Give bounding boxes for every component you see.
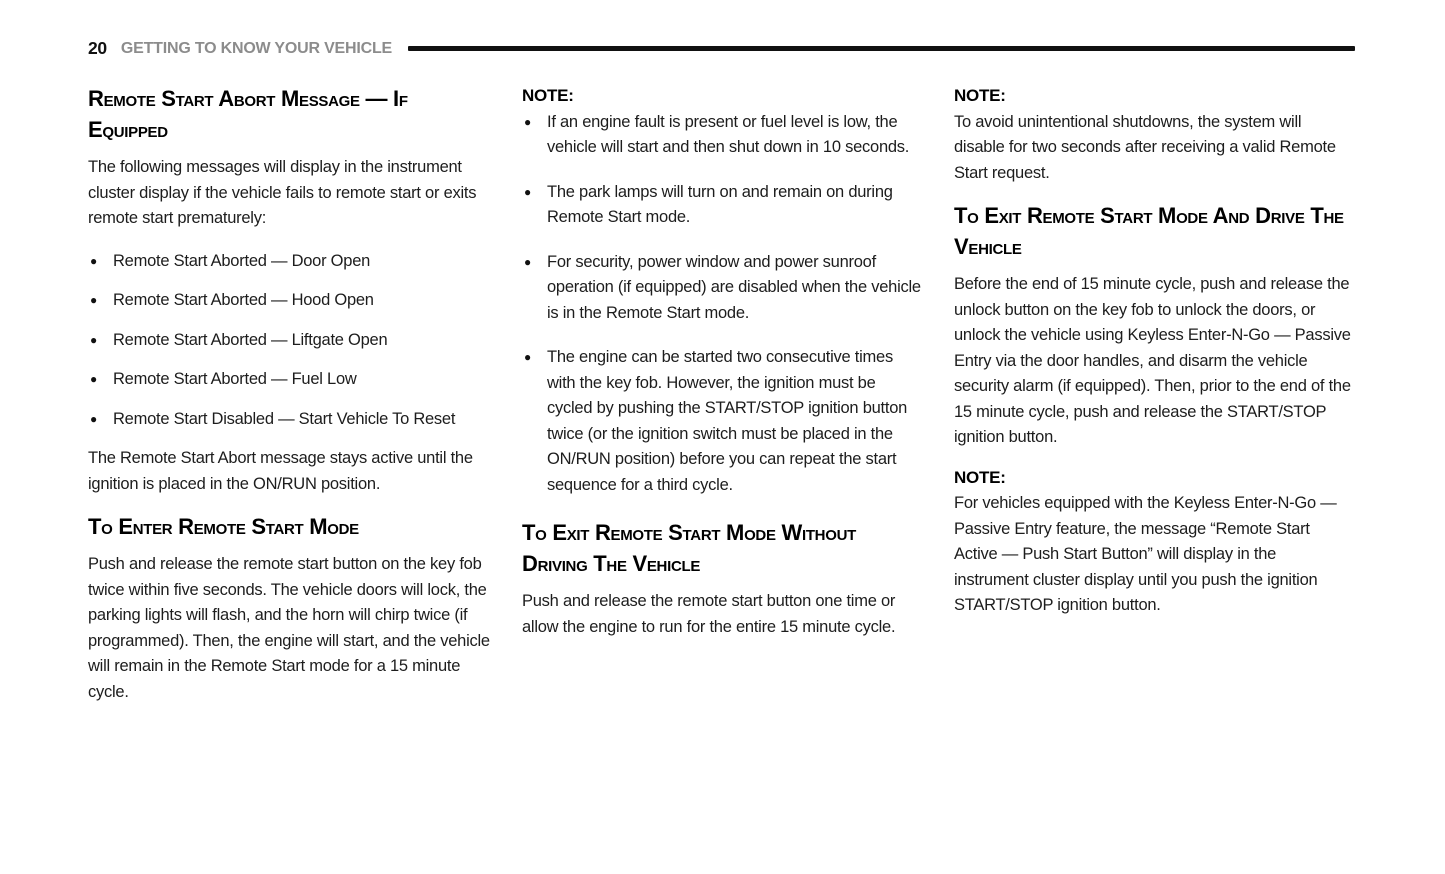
page-number: 20	[88, 38, 107, 58]
list-item-text: If an engine fault is present or fuel level is low, the vehicle will start and then shut down in 10 seconds.	[547, 112, 910, 156]
bullet-icon: ●	[90, 253, 97, 268]
note-bullet-list	[522, 110, 922, 499]
section-title: GETTING TO KNOW YOUR VEHICLE	[120, 39, 393, 57]
list-item-text: Remote Start Aborted — Hood Open	[113, 291, 374, 309]
list-item-text: Remote Start Aborted — Fuel Low	[113, 370, 357, 388]
list-item	[522, 345, 922, 498]
list-item	[522, 180, 922, 231]
list-item	[88, 367, 490, 393]
paragraph-exit-and-drive: Before the end of 15 minute cycle, push and release the unlock button on the key fob to unlock the doors, or unlock the vehicle using Keyless Enter-N-Go — Passive Entry via the door handles, and disarm the vehicle security alarm (if equipped). Then, prior to the end of the 15 minute cycle, push and release the START/STOP ignition button.	[954, 275, 1351, 446]
abort-message-list	[88, 249, 490, 433]
column-2	[522, 83, 922, 719]
list-item	[88, 288, 490, 314]
note-text-shutdowns: To avoid unintentional shutdowns, the system will disable for two seconds after receiving a valid Remote Start request.	[954, 112, 1336, 182]
bullet-icon: ●	[524, 254, 531, 269]
bullet-icon: ●	[90, 372, 97, 386]
header-rule	[408, 46, 1355, 51]
list-item	[522, 110, 922, 161]
paragraph-enter-remote-start: Push and release the remote start button on the key fob twice within five seconds. The vehicle doors will lock, the parking lights will flash, and the horn will chirp twice (if programmed). Then, the engine will start, and the vehicle will remain in the Remote Start mode for a 15 minute cycle.	[88, 555, 490, 701]
column-1	[88, 83, 490, 719]
note-text-keyless: For vehicles equipped with the Keyless Enter-N-Go — Passive Entry feature, the message “Remote Start Active — Push Start Button” will display in the instrument cluster display until you push the ignition START/STOP ignition button.	[954, 494, 1337, 614]
paragraph-abort-stays-active: The Remote Start Abort message stays active until the ignition is placed in the ON/RUN position.	[88, 449, 473, 493]
note-label: NOTE:	[522, 86, 574, 105]
heading-exit-without-driving: To Exit Remote Start Mode Without Driving The Vehicle	[522, 520, 856, 576]
bullet-icon: ●	[90, 332, 97, 347]
list-item-text: The engine can be started two consecutive times with the key fob. However, the ignition must be cycled by pushing the START/STOP ignition button twice (or the ignition switch must be placed in the ON/RUN position) before you can repeat the start sequence for a third cycle.	[547, 348, 908, 494]
page-header	[88, 38, 1355, 59]
column-3	[954, 83, 1354, 719]
bullet-icon: ●	[90, 293, 97, 307]
heading-enter-remote-start-mode: To Enter Remote Start Mode	[88, 514, 359, 539]
bullet-icon: ●	[524, 114, 531, 129]
list-item	[88, 249, 490, 275]
heading-remote-start-abort-message: Remote Start Abort Message — If Equipped	[88, 86, 408, 142]
paragraph-exit-without-driving: Push and release the remote start button one time or allow the engine to run for the entire 15 minute cycle.	[522, 592, 896, 636]
bullet-icon: ●	[524, 184, 531, 199]
list-item-text: For security, power window and power sunroof operation (if equipped) are disabled when the vehicle is in the Remote Start mode.	[547, 252, 921, 322]
bullet-icon: ●	[524, 350, 531, 364]
list-item-text: Remote Start Aborted — Liftgate Open	[113, 330, 388, 349]
note-label: NOTE:	[954, 86, 1006, 105]
list-item	[88, 328, 490, 354]
list-item-text: Remote Start Aborted — Door Open	[113, 251, 371, 270]
list-item	[88, 407, 490, 433]
paragraph-abort-intro: The following messages will display in the instrument cluster display if the vehicle fails to remote start or exits remote start prematurely:	[88, 158, 477, 227]
bullet-icon: ●	[90, 411, 97, 426]
heading-exit-and-drive: To Exit Remote Start Mode And Drive The Vehicle	[954, 203, 1344, 259]
list-item-text: Remote Start Disabled — Start Vehicle To Reset	[113, 409, 456, 428]
list-item	[522, 250, 922, 327]
list-item-text: The park lamps will turn on and remain on during Remote Start mode.	[547, 182, 893, 226]
note-label: NOTE:	[954, 467, 1006, 487]
content-columns	[88, 83, 1355, 719]
